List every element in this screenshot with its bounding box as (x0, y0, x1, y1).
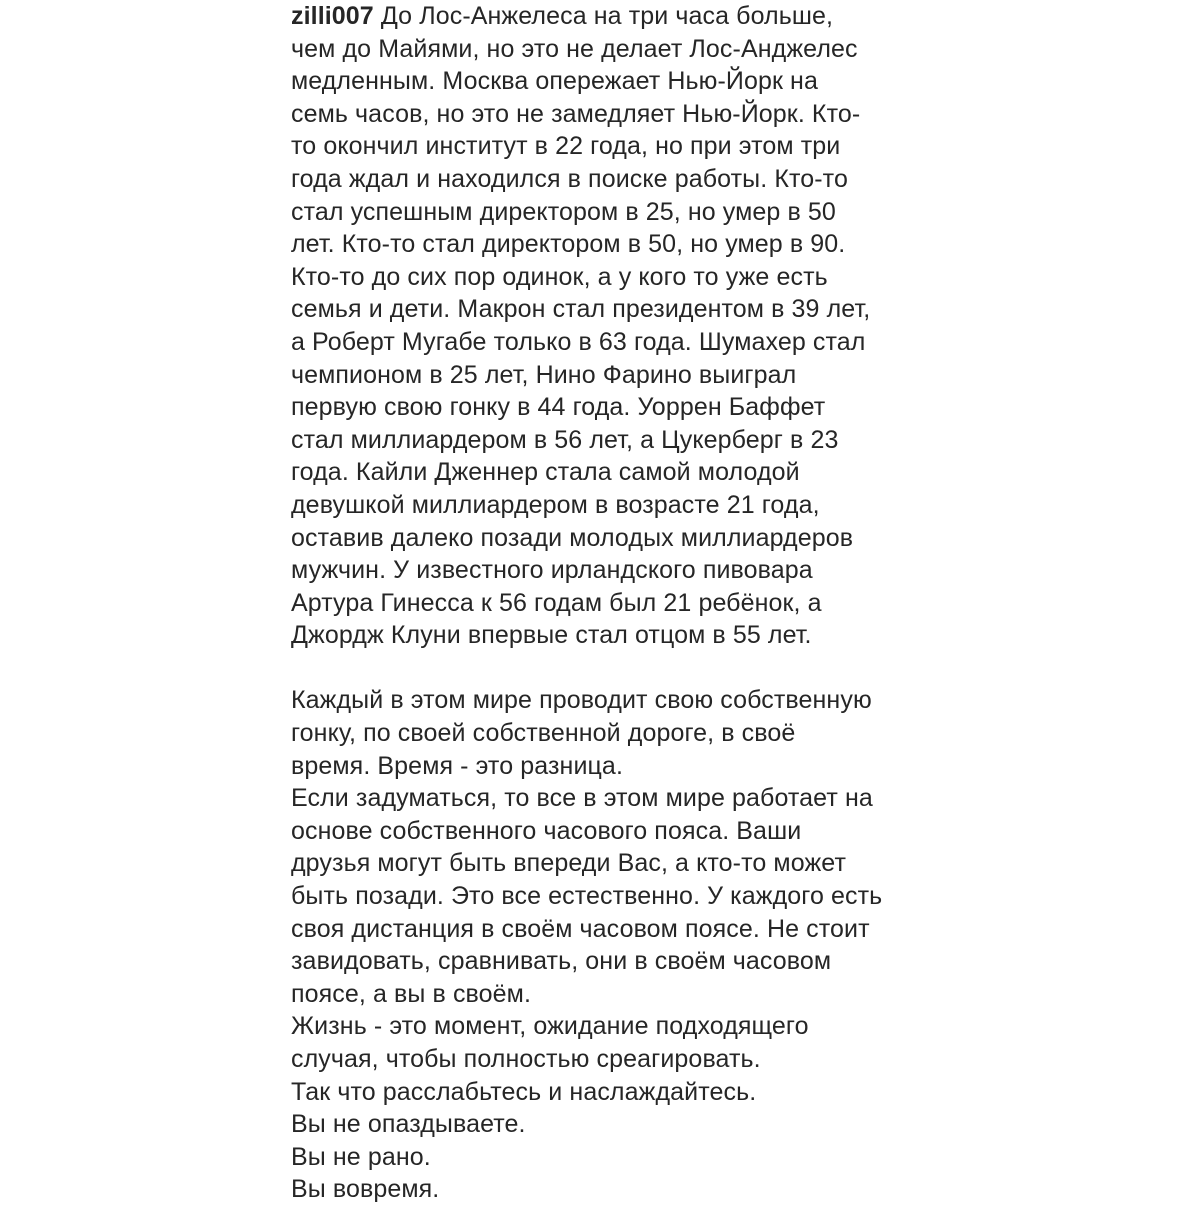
caption-line: чем до Майями, но это не делает Лос-Анджелес (291, 34, 858, 63)
caption-line: Если задуматься, то все в этом мире работает на (291, 784, 873, 813)
caption-line: семья и дети. Макрон стал президентом в 39 лет, (291, 295, 871, 324)
caption-text: До Лос-Анжелеса на три часа больше, (373, 2, 834, 30)
caption-line: случая, чтобы полностью среагировать. (291, 1045, 761, 1073)
caption-line: Жизнь - это момент, ожидание подходящего (291, 1012, 809, 1041)
caption-line: оставив далеко позади молодых миллиардеров (291, 523, 854, 552)
caption-line: быть позади. Это все естественно. У каждого есть (291, 882, 883, 911)
caption-line: первую свою гонку в 44 года. Уоррен Баффет (291, 393, 826, 422)
caption-line: завидовать, сравнивать, они в своём часовом (291, 947, 832, 976)
caption-line: Вы не опаздываете. (291, 1110, 526, 1139)
caption-line: чемпионом в 25 лет, Нино Фарино выиграл (291, 360, 797, 389)
caption-line: время. Время - это разница. (291, 751, 623, 780)
paragraph-gap (291, 652, 931, 685)
caption-line: Джордж Клуни впервые стал отцом в 55 лет. (291, 621, 812, 650)
caption-line: Так что расслабьтесь и наслаждайтесь. (291, 1077, 757, 1106)
caption-line: лет. Кто-то стал директором в 50, но умер в 90. (291, 230, 846, 259)
caption-line: гонку, по своей собственной дороге, в своё (291, 719, 796, 748)
caption-line: Вы не рано. (291, 1142, 431, 1171)
caption-line: года ждал и находился в поиске работы. Кто-то (291, 164, 848, 193)
caption-line: года. Кайли Дженнер стала самой молодой (291, 458, 800, 487)
caption-line: семь часов, но это не замедляет Нью-Йорк. Кто- (291, 99, 861, 128)
caption-line: поясе, а вы в своём. (291, 979, 531, 1008)
caption-line: а Роберт Мугабе только в 63 года. Шумахер стал (291, 327, 866, 356)
post-caption (291, 0, 931, 1206)
caption-line (291, 0, 931, 33)
caption-line: стал успешным директором в 25, но умер в 50 (291, 197, 836, 226)
caption-line: девушкой миллиардером в возрасте 21 года, (291, 490, 820, 519)
caption-line: Каждый в этом мире проводит свою собственную (291, 686, 872, 715)
caption-line: своя дистанция в своём часовом поясе. Не стоит (291, 914, 870, 943)
caption-line: Кто-то до сих пор одинок, а у кого то уже есть (291, 262, 828, 291)
caption-line: то окончил институт в 22 года, но при этом три (291, 132, 841, 161)
caption-line: мужчин. У известного ирландского пивовара (291, 556, 813, 585)
caption-line: стал миллиардером в 56 лет, а Цукерберг в 23 (291, 425, 839, 454)
caption-line: медленным. Москва опережает Нью-Йорк на (291, 67, 818, 96)
caption-line: основе собственного часового пояса. Ваши (291, 816, 802, 845)
caption-line: Вы вовремя. (291, 1175, 440, 1204)
caption-line: друзья могут быть впереди Вас, а кто-то может (291, 849, 846, 878)
username-link[interactable]: zilli007 (291, 2, 374, 30)
caption-line: Артура Гинесса к 56 годам был 21 ребёнок, а (291, 588, 822, 617)
